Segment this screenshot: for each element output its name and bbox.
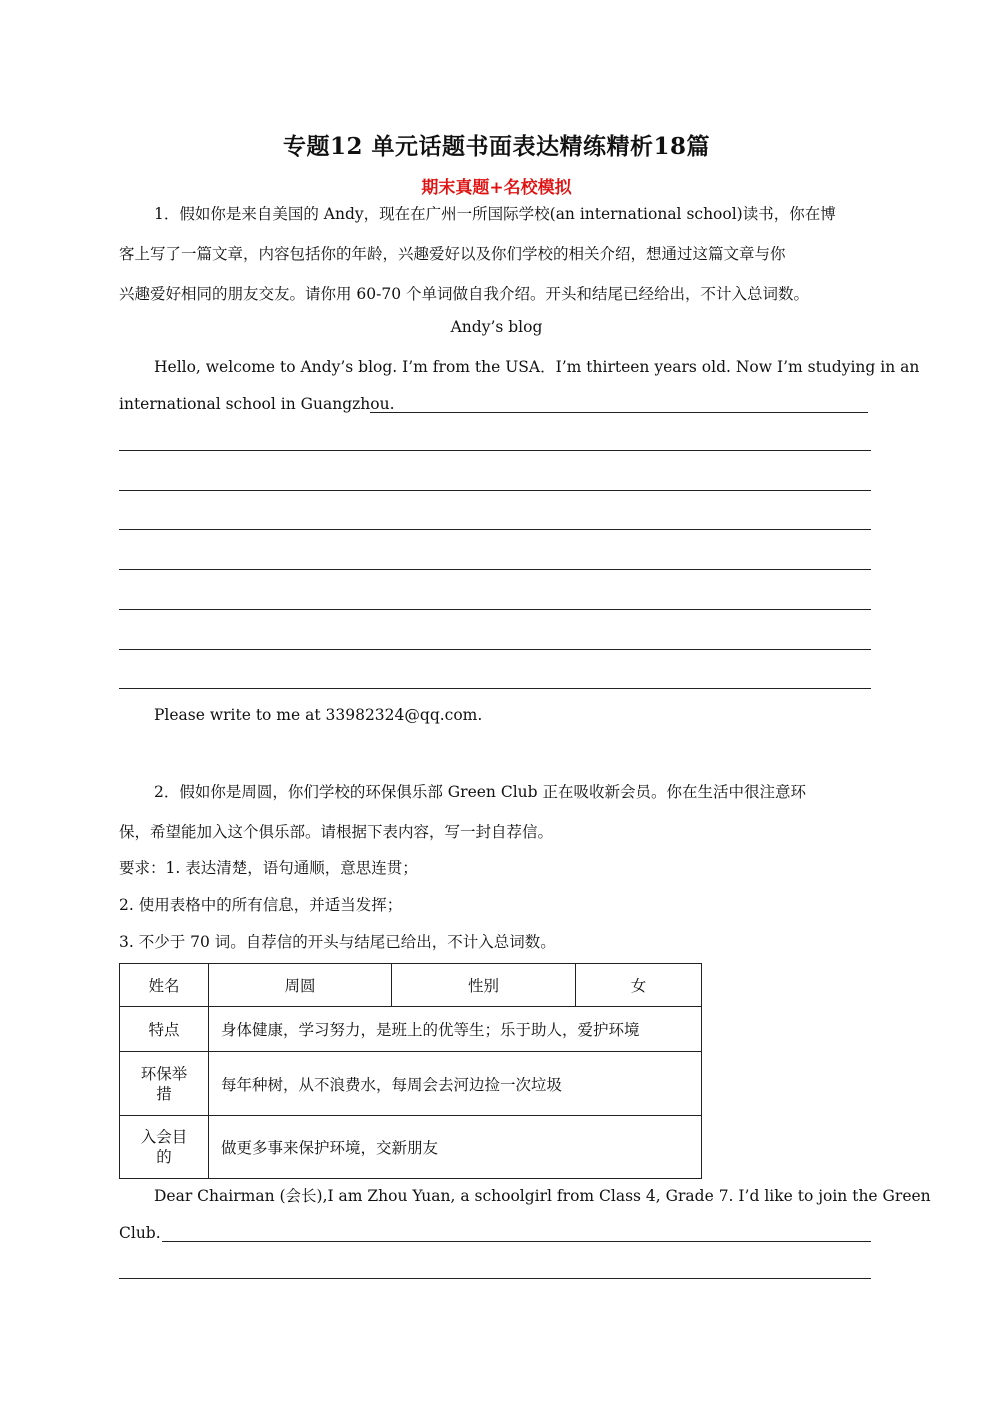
answer-line: [119, 569, 871, 570]
q1-closing: Please write to me at 33982324@qq.com.: [154, 706, 483, 724]
answer-line: [119, 609, 871, 610]
answer-line: [119, 450, 871, 451]
q2-prompt-line-1: 2．假如你是周圆，你们学校的环保俱乐部 Green Club 正在吸收新会员。你在生活中很注意环: [154, 783, 806, 801]
q2-requirement-2: 2. 使用表格中的所有信息，并适当发挥；: [119, 896, 403, 914]
q1-opening-line-2: international school in Guangzhou.: [119, 395, 395, 413]
q1-prompt-line-1: 1．假如你是来自美国的 Andy，现在在广州一所国际学校(an international school)读书，你在博: [154, 205, 836, 223]
table-row: [120, 1116, 702, 1179]
purpose-label-part-2: 的: [156, 1148, 172, 1166]
q1-prompt-line-3: 兴趣爱好相同的朋友交友。请你用 60-70 个单词做自我介绍。开头和结尾已经给出，不计入总词数。: [119, 285, 810, 303]
answer-line: [119, 490, 871, 491]
q2-prompt-line-2: 保，希望能加入这个俱乐部。请根据下表内容，写一封自荐信。: [119, 823, 554, 841]
eco-measures-label-part-1: 环保举: [140, 1064, 188, 1083]
answer-line: [162, 1241, 871, 1242]
purpose-value: 做更多事来保护环境，交新朋友: [209, 1116, 702, 1179]
table-row: [120, 1052, 702, 1116]
q2-opening-line-2: Club.: [119, 1224, 161, 1242]
answer-line: [119, 1278, 871, 1279]
eco-measures-label: [120, 1052, 209, 1116]
table-row: [120, 1007, 702, 1052]
purpose-label: [120, 1116, 209, 1179]
answer-line: [119, 529, 871, 530]
traits-value: 身体健康，学习努力，是班上的优等生；乐于助人，爱护环境: [209, 1007, 702, 1052]
answer-line: [370, 412, 868, 413]
answer-line: [119, 688, 871, 689]
eco-measures-value: 每年种树，从不浪费水，每周会去河边捡一次垃圾: [209, 1052, 702, 1116]
purpose-label-part-1: 入会目: [140, 1128, 188, 1146]
q1-heading: Andy’s blog: [450, 318, 543, 336]
gender-label: 性别: [392, 964, 576, 1007]
gender-value: 女: [576, 964, 702, 1007]
page-subtitle: 期末真题+名校模拟: [421, 178, 572, 198]
eco-measures-label-part-2: 措: [156, 1084, 172, 1103]
name-label: 姓名: [120, 964, 209, 1007]
page-title: 专题12 单元话题书面表达精练精析18篇: [282, 133, 711, 160]
q2-opening-line-1: Dear Chairman (会长),I am Zhou Yuan, a schoolgirl from Class 4, Grade 7. I’d like to join the Green: [154, 1187, 931, 1205]
q1-prompt-line-2: 客上写了一篇文章，内容包括你的年龄，兴趣爱好以及你们学校的相关介绍，想通过这篇文章与你: [119, 245, 786, 263]
info-table: [119, 963, 702, 1179]
traits-label: 特点: [120, 1007, 209, 1052]
q2-requirement-3: 3. 不少于 70 词。自荐信的开头与结尾已给出，不计入总词数。: [119, 933, 556, 951]
q1-opening-line-1: Hello, welcome to Andy’s blog. I’m from the USA．I’m thirteen years old. Now I’m studying in an: [154, 358, 920, 376]
q2-requirement-1: 要求：1. 表达清楚，语句通顺，意思连贯；: [119, 859, 418, 877]
table-row: [120, 964, 702, 1007]
answer-line: [119, 649, 871, 650]
name-value: 周圆: [209, 964, 392, 1007]
